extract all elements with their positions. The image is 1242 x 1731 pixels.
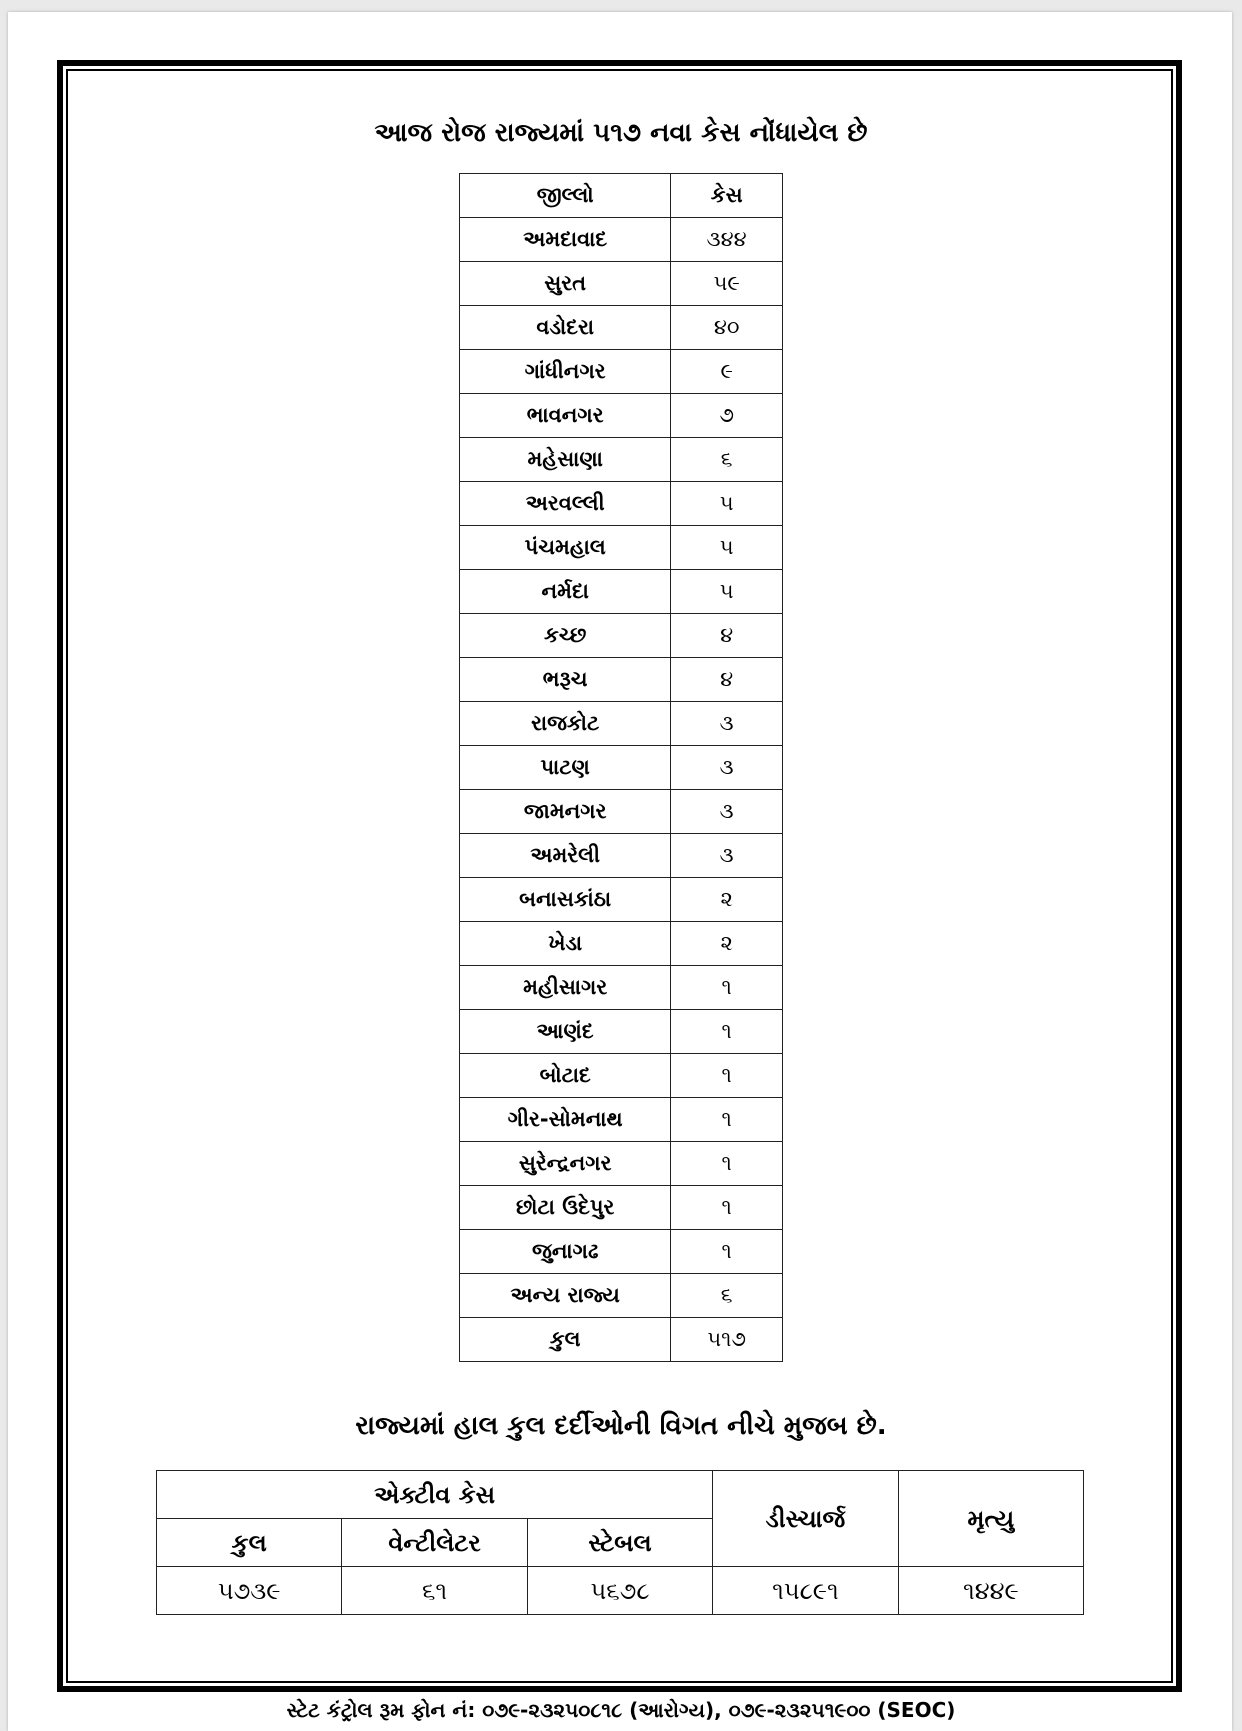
district-name: જુનાગઢ xyxy=(460,1230,671,1274)
district-case-count: ૫ xyxy=(671,482,783,526)
table-row xyxy=(460,834,783,878)
table-row xyxy=(460,394,783,438)
district-case-count: ૫ xyxy=(671,526,783,570)
district-case-count: ૪ xyxy=(671,658,783,702)
discharged-value: ૧૫૮૯૧ xyxy=(713,1567,898,1615)
district-name: રાજકોટ xyxy=(460,702,671,746)
deaths-header: મૃત્યુ xyxy=(898,1471,1083,1567)
table-row xyxy=(460,350,783,394)
district-name: કચ્છ xyxy=(460,614,671,658)
total-value: ૫૧૭ xyxy=(671,1318,783,1362)
table-row xyxy=(460,658,783,702)
deaths-value: ૧૪૪૯ xyxy=(898,1567,1083,1615)
district-case-count: ૨ xyxy=(671,922,783,966)
district-case-count: ૨ xyxy=(671,878,783,922)
district-name: જામનગર xyxy=(460,790,671,834)
district-case-count: ૯ xyxy=(671,350,783,394)
table-row xyxy=(460,1054,783,1098)
ventilator-value: ૬૧ xyxy=(342,1567,528,1615)
district-case-count: ૫૯ xyxy=(671,262,783,306)
summary-values-row xyxy=(157,1567,1084,1615)
control-room-footer: સ્ટેટ કંટ્રોલ રૂમ ફોન નં: ૦૭૯-૨૩૨૫૦૮૧૮ (આરોગ્ય), ૦૭૯-૨૩૨૫૧૯૦૦ (SEOC) xyxy=(286,1698,956,1722)
district-case-count: ૪ xyxy=(671,614,783,658)
district-name: ગીર-સોમનાથ xyxy=(460,1098,671,1142)
table-row xyxy=(460,218,783,262)
district-name: ગાંધીનગર xyxy=(460,350,671,394)
active-total-value: ૫૭૩૯ xyxy=(157,1567,342,1615)
district-table-body xyxy=(460,218,783,1318)
district-case-count: ૧ xyxy=(671,1054,783,1098)
table-header-row xyxy=(460,174,783,218)
table-row xyxy=(460,482,783,526)
table-row xyxy=(460,790,783,834)
table-row xyxy=(460,1274,783,1318)
district-name: મહીસાગર xyxy=(460,966,671,1010)
discharged-header: ડીસ્ચાર્જ xyxy=(713,1471,898,1567)
active-cases-header: એક્ટીવ કેસ xyxy=(157,1471,713,1519)
district-case-count: ૬ xyxy=(671,1274,783,1318)
summary-header-row xyxy=(157,1471,1084,1519)
district-case-count: ૧ xyxy=(671,1010,783,1054)
district-name: આણંદ xyxy=(460,1010,671,1054)
table-row xyxy=(460,570,783,614)
district-case-count: ૧ xyxy=(671,1142,783,1186)
district-name: ભાવનગર xyxy=(460,394,671,438)
table-row xyxy=(460,1098,783,1142)
page-title: આજ રોજ રાજ્યમાં ૫૧૭ નવા કેસ નોંધાયેલ છે xyxy=(374,118,868,148)
district-name: સુરત xyxy=(460,262,671,306)
district-name: અન્ય રાજ્ય xyxy=(460,1274,671,1318)
table-row xyxy=(460,438,783,482)
district-name: ખેડા xyxy=(460,922,671,966)
total-label: કુલ xyxy=(460,1318,671,1362)
stable-header: સ્ટેબલ xyxy=(527,1519,712,1567)
district-case-count: ૩૪૪ xyxy=(671,218,783,262)
district-case-count: ૩ xyxy=(671,746,783,790)
table-row xyxy=(460,526,783,570)
table-row xyxy=(460,262,783,306)
district-name: બનાસકાંઠા xyxy=(460,878,671,922)
table-row xyxy=(460,306,783,350)
table-row xyxy=(460,614,783,658)
column-header-district: જીલ્લો xyxy=(460,174,671,218)
district-case-count: ૧ xyxy=(671,1230,783,1274)
summary-heading: રાજ્યમાં હાલ કુલ દર્દીઓની વિગત નીચે મુજબ છે. xyxy=(355,1411,887,1441)
ventilator-header: વેન્ટીલેટર xyxy=(342,1519,528,1567)
district-cases-table xyxy=(459,173,783,1362)
table-row xyxy=(460,878,783,922)
total-row xyxy=(460,1318,783,1362)
district-name: અમદાવાદ xyxy=(460,218,671,262)
table-row xyxy=(460,922,783,966)
district-case-count: ૩ xyxy=(671,834,783,878)
district-name: ભરૂચ xyxy=(460,658,671,702)
table-row xyxy=(460,1186,783,1230)
district-name: બોટાદ xyxy=(460,1054,671,1098)
district-case-count: ૫ xyxy=(671,570,783,614)
district-case-count: ૬ xyxy=(671,438,783,482)
column-header-cases: કેસ xyxy=(671,174,783,218)
stable-value: ૫૬૭૮ xyxy=(527,1567,712,1615)
active-total-header: કુલ xyxy=(157,1519,342,1567)
district-case-count: ૧ xyxy=(671,1186,783,1230)
table-row xyxy=(460,966,783,1010)
table-row xyxy=(460,746,783,790)
district-name: પાટણ xyxy=(460,746,671,790)
district-name: પંચમહાલ xyxy=(460,526,671,570)
district-case-count: ૩ xyxy=(671,790,783,834)
table-row xyxy=(460,1230,783,1274)
district-case-count: ૩ xyxy=(671,702,783,746)
district-case-count: ૧ xyxy=(671,1098,783,1142)
district-case-count: ૭ xyxy=(671,394,783,438)
district-name: નર્મદા xyxy=(460,570,671,614)
district-case-count: ૧ xyxy=(671,966,783,1010)
district-name: સુરેન્દ્રનગર xyxy=(460,1142,671,1186)
patient-summary-table xyxy=(156,1470,1084,1615)
table-row xyxy=(460,1010,783,1054)
district-name: અરવલ્લી xyxy=(460,482,671,526)
district-name: વડોદરા xyxy=(460,306,671,350)
district-name: મહેસાણા xyxy=(460,438,671,482)
district-case-count: ૪૦ xyxy=(671,306,783,350)
district-name: છોટા ઉદેપુર xyxy=(460,1186,671,1230)
table-row xyxy=(460,1142,783,1186)
district-name: અમરેલી xyxy=(460,834,671,878)
table-row xyxy=(460,702,783,746)
